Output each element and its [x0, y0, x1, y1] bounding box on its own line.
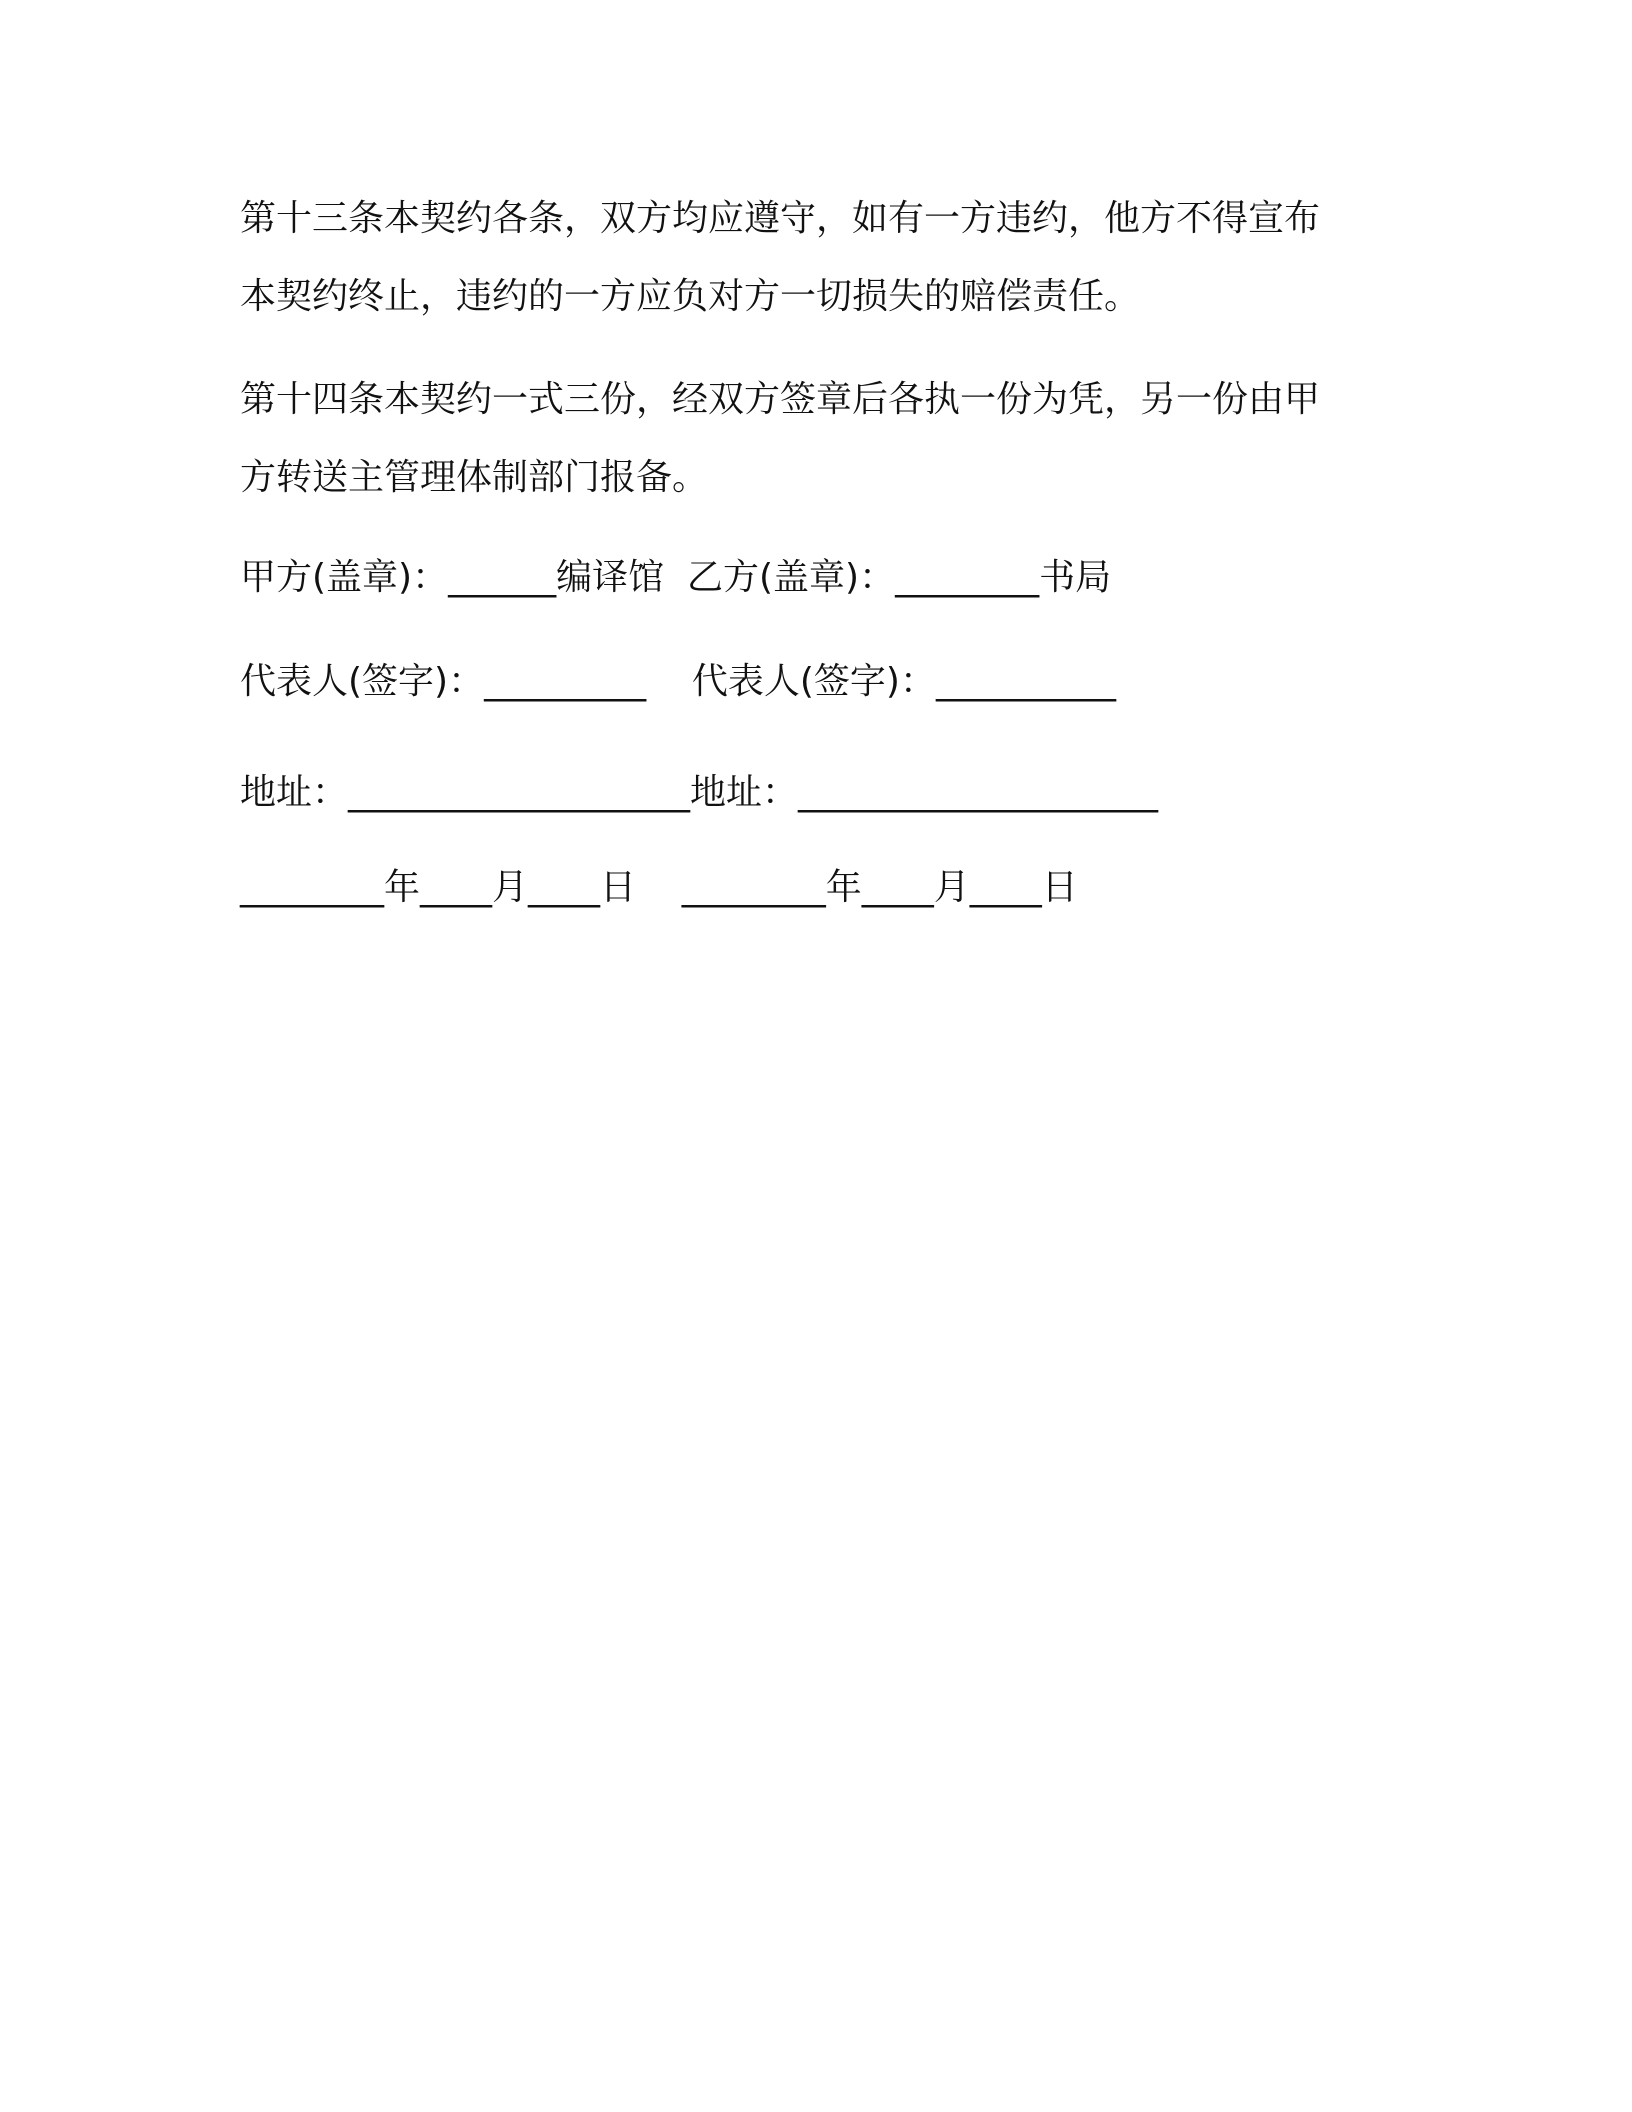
article-14-line-2: 方转送主管理体制部门报备。 — [240, 457, 709, 498]
article-13-paragraph — [240, 180, 1370, 336]
party-seal-line: 甲方(盖章)：______编译馆 乙方(盖章)：________书局 — [240, 557, 1112, 598]
article-14-paragraph — [240, 361, 1370, 517]
date-line: ________年____月____日 ________年____月____日 — [240, 867, 1078, 908]
article-13-line-1: 第十三条本契约各条，双方均应遵守，如有一方违约，他方不得宣布 — [240, 198, 1321, 239]
article-13-line-2: 本契约终止，违约的一方应负对方一切损失的赔偿责任。 — [240, 276, 1141, 317]
article-14-line-1: 第十四条本契约一式三份，经双方签章后各执一份为凭，另一份由甲 — [240, 379, 1321, 420]
representative-signature-line: 代表人(签字)：_________ 代表人(签字)：__________ — [240, 661, 1116, 702]
address-line: 地址：___________________地址：____________________ — [240, 772, 1159, 813]
